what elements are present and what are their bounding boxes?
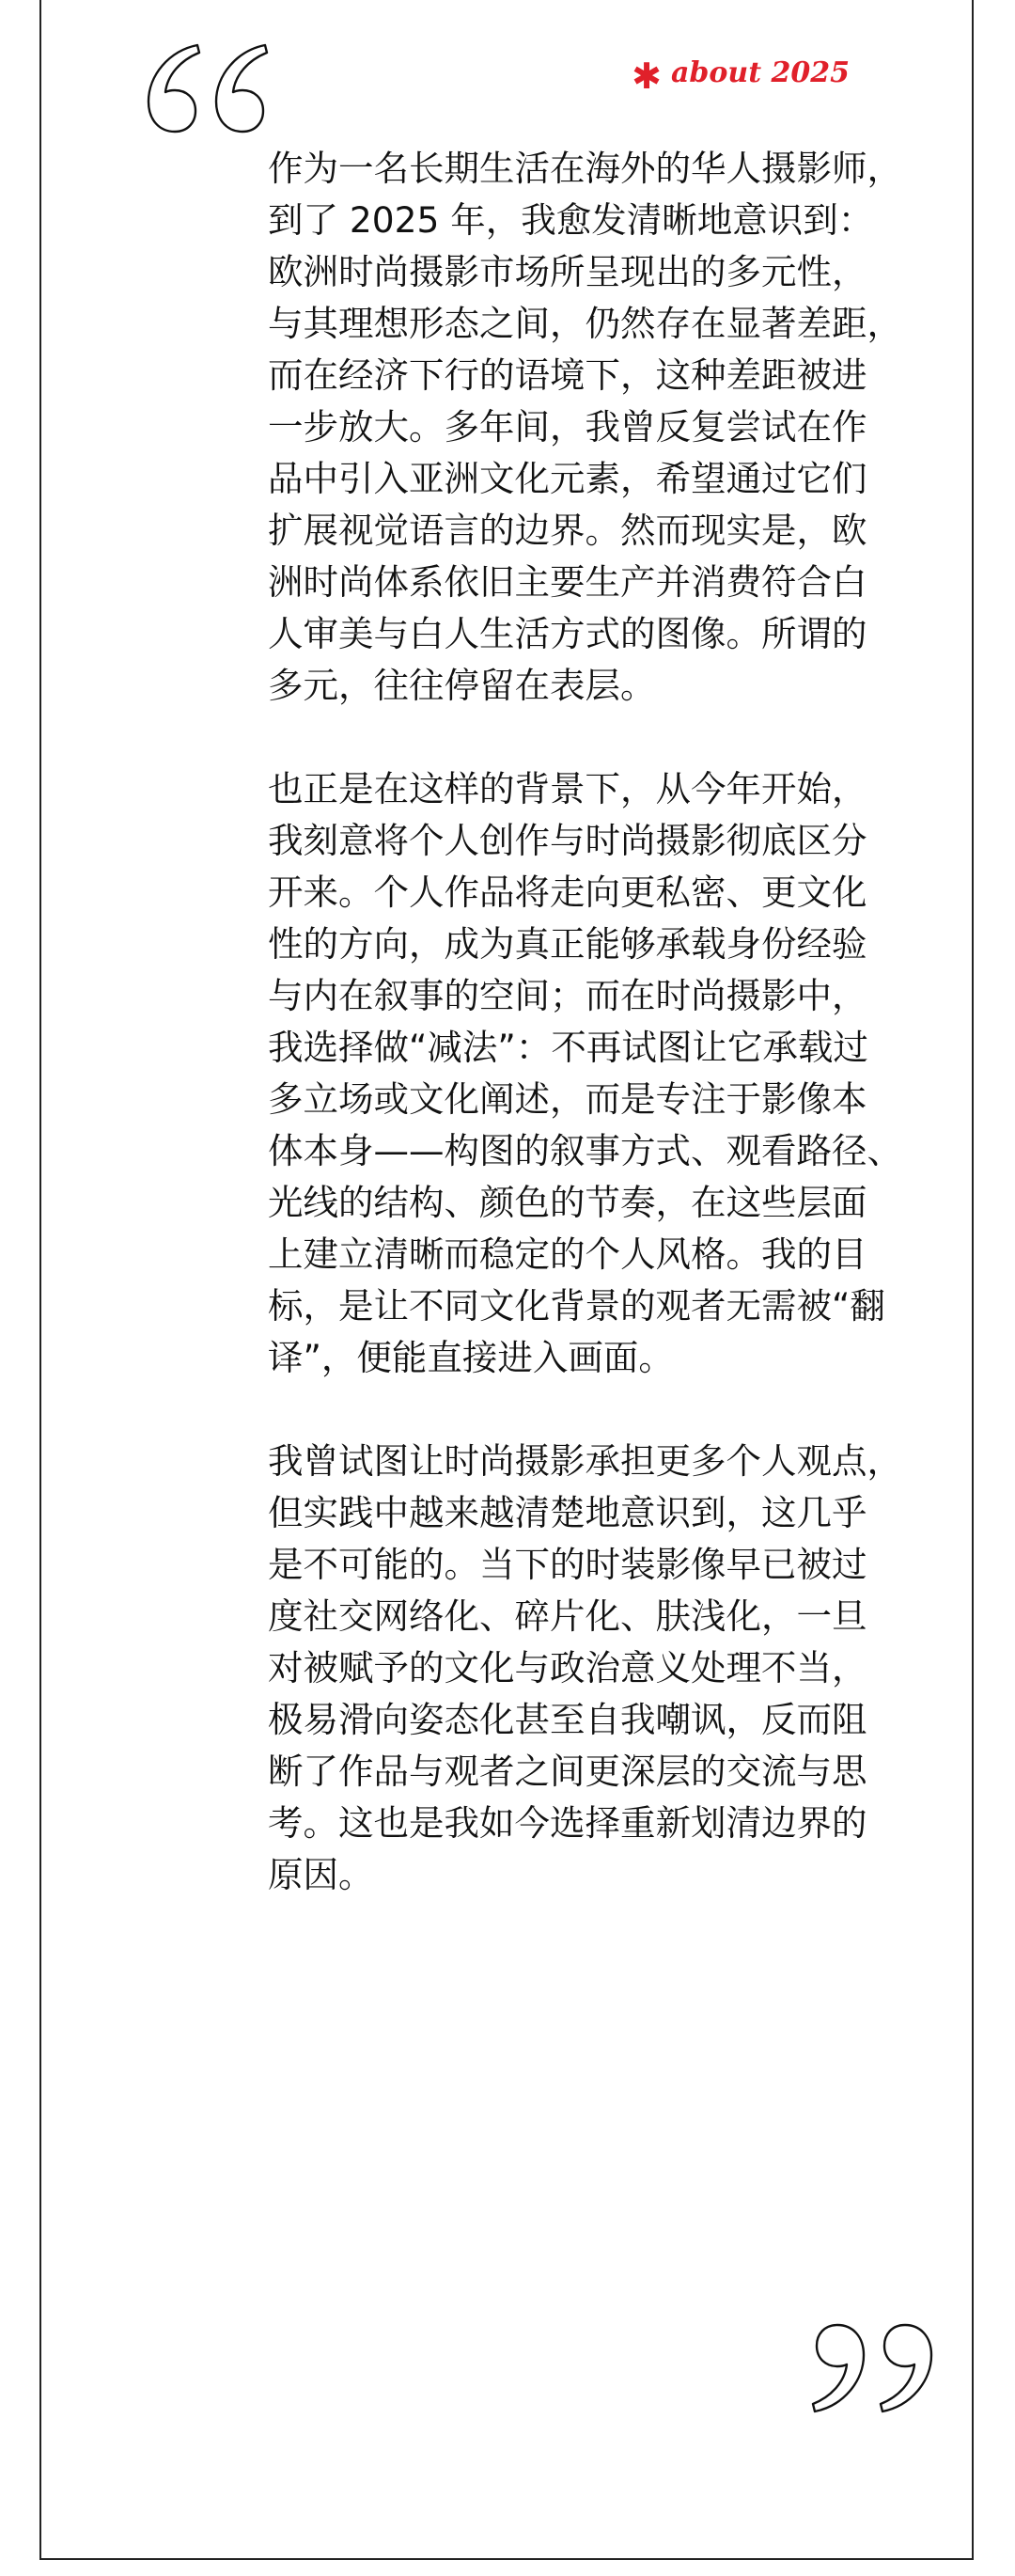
text-line: 我曾试图让时尚摄影承担更多个人观点， bbox=[268, 1440, 902, 1482]
text-line: 人审美与白人生活方式的图像。所谓的 bbox=[268, 613, 867, 654]
text-line: 标，是让不同文化背景的观者无需被“翻 bbox=[268, 1285, 885, 1327]
text-line: 与内在叙事的空间；而在时尚摄影中， bbox=[268, 975, 867, 1016]
text-line: 多元，往往停留在表层。 bbox=[268, 665, 656, 706]
text-line: 与其理想形态之间，仍然存在显著差距， bbox=[268, 303, 902, 344]
text-line: 我刻意将个人创作与时尚摄影彻底区分 bbox=[268, 820, 867, 861]
text-line: 是不可能的。当下的时装影像早已被过 bbox=[268, 1544, 867, 1585]
text-line: 原因。 bbox=[268, 1854, 374, 1895]
text-line: 性的方向，成为真正能够承载身份经验 bbox=[268, 923, 867, 965]
text-line: 洲时尚体系依旧主要生产并消费符合白 bbox=[268, 561, 867, 603]
year-tag bbox=[632, 55, 850, 97]
text-line: 对被赋予的文化与政治意义处理不当， bbox=[268, 1647, 867, 1689]
text-line: 一步放大。多年间，我曾反复尝试在作 bbox=[268, 406, 867, 448]
text-line: 到了 2025 年，我愈发清晰地意识到： bbox=[268, 199, 874, 241]
text-line: 体本身——构图的叙事方式、观看路径、 bbox=[268, 1130, 902, 1171]
close-quote-icon bbox=[807, 2316, 939, 2419]
text-line: 断了作品与观者之间更深层的交流与思 bbox=[268, 1751, 867, 1792]
paragraph-3 bbox=[268, 1436, 907, 1901]
paragraph-2 bbox=[268, 763, 907, 1384]
asterisk-icon: ✱ bbox=[632, 55, 662, 97]
year-tag-label: about 2025 bbox=[670, 56, 850, 89]
text-line: 扩展视觉语言的边界。然而现实是，欧 bbox=[268, 510, 867, 551]
text-line: 欧洲时尚摄影市场所呈现出的多元性， bbox=[268, 251, 867, 292]
text-line: 上建立清晰而稳定的个人风格。我的目 bbox=[268, 1233, 867, 1275]
text-line: 品中引入亚洲文化元素，希望通过它们 bbox=[268, 458, 867, 499]
paragraph-1 bbox=[268, 143, 907, 712]
text-line: 多立场或文化阐述，而是专注于影像本 bbox=[268, 1078, 867, 1120]
text-line: 而在经济下行的语境下，这种差距被进 bbox=[268, 354, 867, 396]
text-line: 但实践中越来越清楚地意识到，这几乎 bbox=[268, 1492, 867, 1533]
text-line: 光线的结构、颜色的节奏，在这些层面 bbox=[268, 1182, 867, 1223]
text-line: 极易滑向姿态化甚至自我嘲讽，反而阻 bbox=[268, 1699, 867, 1740]
open-quote-icon bbox=[141, 38, 273, 141]
text-line: 度社交网络化、碎片化、肤浅化，一旦 bbox=[268, 1595, 867, 1637]
text-line: 我选择做“减法”：不再试图让它承载过 bbox=[268, 1027, 868, 1068]
article-body bbox=[268, 143, 907, 1953]
text-line: 作为一名长期生活在海外的华人摄影师， bbox=[268, 148, 902, 189]
text-line: 开来。个人作品将走向更私密、更文化 bbox=[268, 872, 867, 913]
text-line: 译”，便能直接进入画面。 bbox=[268, 1337, 674, 1378]
text-line: 也正是在这样的背景下，从今年开始， bbox=[268, 768, 867, 809]
text-line: 考。这也是我如今选择重新划清边界的 bbox=[268, 1802, 867, 1844]
